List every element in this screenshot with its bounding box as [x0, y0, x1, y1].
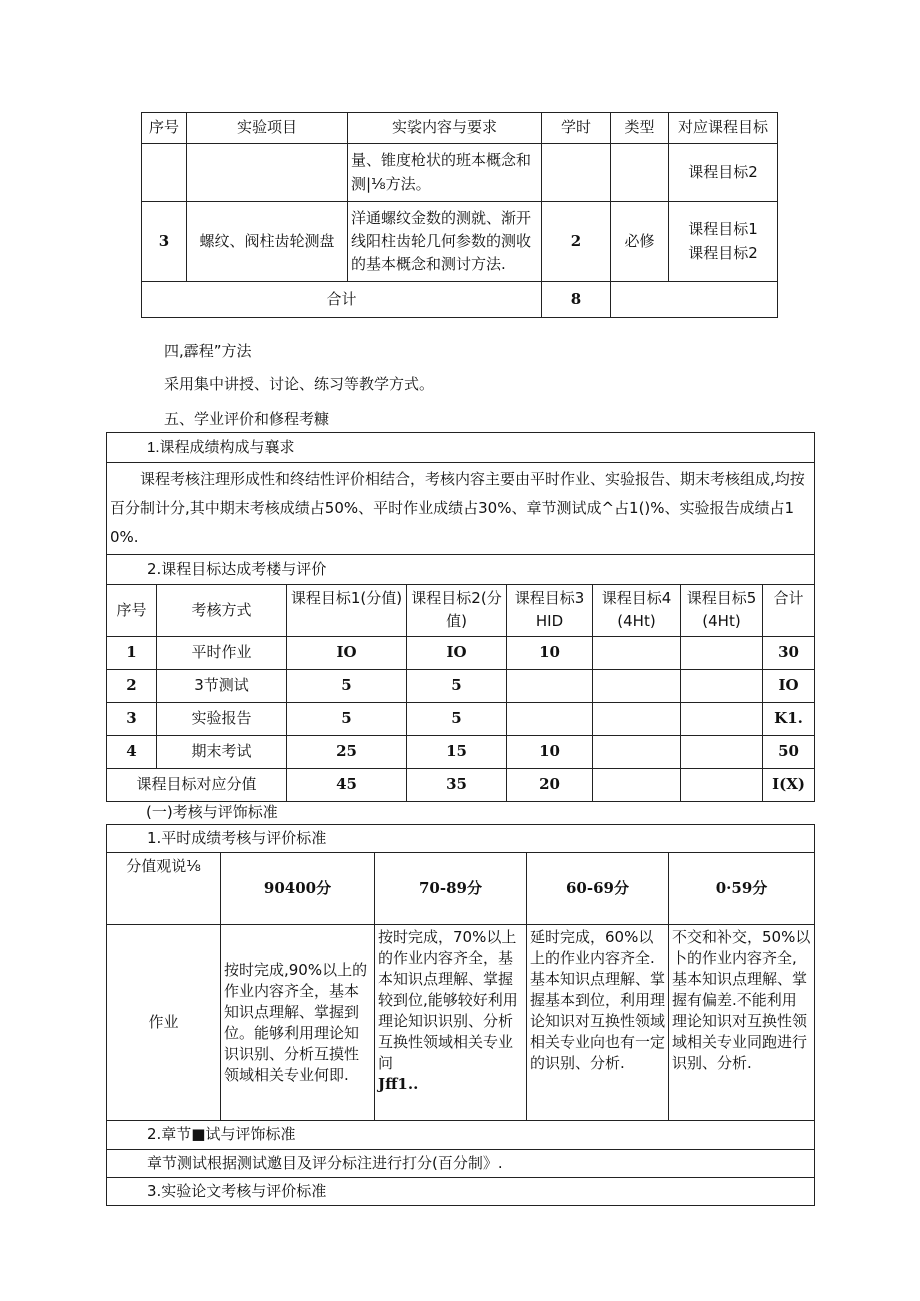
cell-goal: 课程目标1 课程目标2 [669, 202, 778, 282]
cell-g3: 10 [507, 735, 593, 768]
cell-content: 洋通螺纹金数的测就、渐开线阳柱齿轮几何参数的测收的基本概念和测讨方法. [348, 202, 542, 282]
cell-g5 [681, 735, 763, 768]
cell-g1: IO [287, 636, 407, 669]
cell-total: 50 [763, 735, 815, 768]
cell-no: 3 [142, 202, 187, 282]
header-goal: 对应课程目标 [669, 113, 778, 144]
header-corner: 分值观说⅛ [107, 853, 221, 925]
sum-total: I(X) [763, 768, 815, 801]
subsection-title: 2.课程目标达成考楼与评价 [107, 555, 815, 585]
table-row [107, 636, 815, 669]
sum-g5 [681, 768, 763, 801]
header-goal-5: 课程目标5(4Ht) [681, 585, 763, 637]
cell-type: 必修 [611, 202, 669, 282]
cell-g1: 5 [287, 702, 407, 735]
cell-g4 [593, 702, 681, 735]
lab-projects-table [141, 112, 778, 318]
section-title-standards: (一)考核与评饰标准 [146, 803, 278, 821]
header-grade-d: 0·59分 [669, 853, 815, 925]
cell-total: IO [763, 669, 815, 702]
cell-method: 平时作业 [157, 636, 287, 669]
table-row [107, 925, 815, 1121]
total-label: 合计 [142, 282, 542, 318]
cell-g2: 5 [407, 669, 507, 702]
cell-type [611, 144, 669, 202]
subsection-title: 1.课程成绩构成与襄求 [107, 433, 815, 463]
cell-g4 [593, 735, 681, 768]
cell-hours [542, 144, 611, 202]
table-row [107, 735, 815, 768]
table-row [107, 669, 815, 702]
sum-label: 课程目标对应分值 [107, 768, 287, 801]
cell-goal: 课程目标2 [669, 144, 778, 202]
criteria-b-extra: Jff1.. [378, 1075, 419, 1094]
cell-g4 [593, 669, 681, 702]
subsection-title: 3.实验论文考核与评价标准 [107, 1177, 815, 1205]
cell-g5 [681, 702, 763, 735]
cell-g2: 5 [407, 702, 507, 735]
criteria-a: 按时完成,90%以上的作业内容齐全，基本知识点理解、掌握到位。能够利用理论知识识别、分析互摸性领域相关专业何即. [221, 925, 375, 1121]
criteria-b-cell [375, 925, 527, 1121]
table-row [142, 144, 778, 202]
header-type: 类型 [611, 113, 669, 144]
subsection-title: 2.章节■试与评饰标准 [107, 1121, 815, 1149]
criteria-b: 按时完成，70%以上的作业内容齐全，基本知识点理解、掌握较到位,能够较好利用理论知识识别、分析互换性领域相关专业问 [378, 928, 518, 1073]
header-method: 考核方式 [157, 585, 287, 637]
cell-item [187, 144, 348, 202]
sum-g3: 20 [507, 768, 593, 801]
cell-g1: 5 [287, 669, 407, 702]
header-hours: 学时 [542, 113, 611, 144]
table-header-row [107, 853, 815, 925]
row-label-homework: 作业 [107, 925, 221, 1121]
cell-no: 1 [107, 636, 157, 669]
cell-method: 期末考试 [157, 735, 287, 768]
header-grade-a: 90400分 [221, 853, 375, 925]
cell-g5 [681, 669, 763, 702]
subsection-text: 课程考核注理形成性和终结性评价相结合，考核内容主要由平时作业、实验报告、期末考核组成,均按百分制计分,其中期末考核成绩占50%、平时作业成绩占30%、章节测试成^占1()%、实验报告成绩占10%. [107, 463, 815, 555]
subsection-text: 章节测试根据测试邀目及评分标注进行打分(百分制》. [107, 1149, 815, 1177]
cell-g3: 10 [507, 636, 593, 669]
sum-g1: 45 [287, 768, 407, 801]
cell-g2: 15 [407, 735, 507, 768]
cell-no: 3 [107, 702, 157, 735]
cell-method: 3节测试 [157, 669, 287, 702]
section-title-assessment: 五、学业评价和修程考糠 [164, 410, 330, 428]
header-content: 实裟内容与要求 [348, 113, 542, 144]
table-header-row [107, 585, 815, 637]
cell-method: 实验报告 [157, 702, 287, 735]
cell-item: 螺纹、阀柱齿轮测盘 [187, 202, 348, 282]
total-hours: 8 [542, 282, 611, 318]
sum-g2: 35 [407, 768, 507, 801]
header-no: 序号 [107, 585, 157, 637]
table-row [142, 202, 778, 282]
header-grade-c: 60-69分 [527, 853, 669, 925]
header-item: 实验项目 [187, 113, 348, 144]
header-goal-3: 课程目标3HID [507, 585, 593, 637]
cell-hours: 2 [542, 202, 611, 282]
grading-standards-table [106, 824, 815, 1206]
cell-g5 [681, 636, 763, 669]
sum-g4 [593, 768, 681, 801]
cell-total: 30 [763, 636, 815, 669]
header-goal-1: 课程目标1(分值) [287, 585, 407, 637]
subsection-title: 1.平时成绩考核与评价标准 [107, 825, 815, 853]
header-total: 合计 [763, 585, 815, 637]
cell-g2: IO [407, 636, 507, 669]
criteria-c: 延时完成，60%以上的作业内容齐全.基本知识点理解、掌握基本到位，利用理论知识对互换性领域相关专业向也有一定的识别、分析. [527, 925, 669, 1121]
cell-total: K1. [763, 702, 815, 735]
cell-g1: 25 [287, 735, 407, 768]
header-grade-b: 70-89分 [375, 853, 527, 925]
cell-g3 [507, 702, 593, 735]
sum-row [107, 768, 815, 801]
cell-no [142, 144, 187, 202]
header-goal-2: 课程目标2(分值) [407, 585, 507, 637]
criteria-d: 不交和补交，50%以卜的作业内容齐全,基本知识点理解、掌握有偏差.不能利用理论知识对互换性领域相关专业同跑进行识别、分析. [669, 925, 815, 1121]
table-row [107, 702, 815, 735]
cell-no: 4 [107, 735, 157, 768]
header-no: 序号 [142, 113, 187, 144]
section-title-methods: 四,霹程”方法 [164, 342, 252, 360]
total-row [142, 282, 778, 318]
cell-g4 [593, 636, 681, 669]
cell-no: 2 [107, 669, 157, 702]
assessment-table [106, 432, 815, 802]
cell-g3 [507, 669, 593, 702]
table-header-row [142, 113, 778, 144]
section-text-methods: 采用集中讲授、讨论、练习等教学方式。 [164, 375, 435, 393]
cell-content: 量、锥度枪状的班本概念和测|⅛方法。 [348, 144, 542, 202]
header-goal-4: 课程目标4(4Ht) [593, 585, 681, 637]
